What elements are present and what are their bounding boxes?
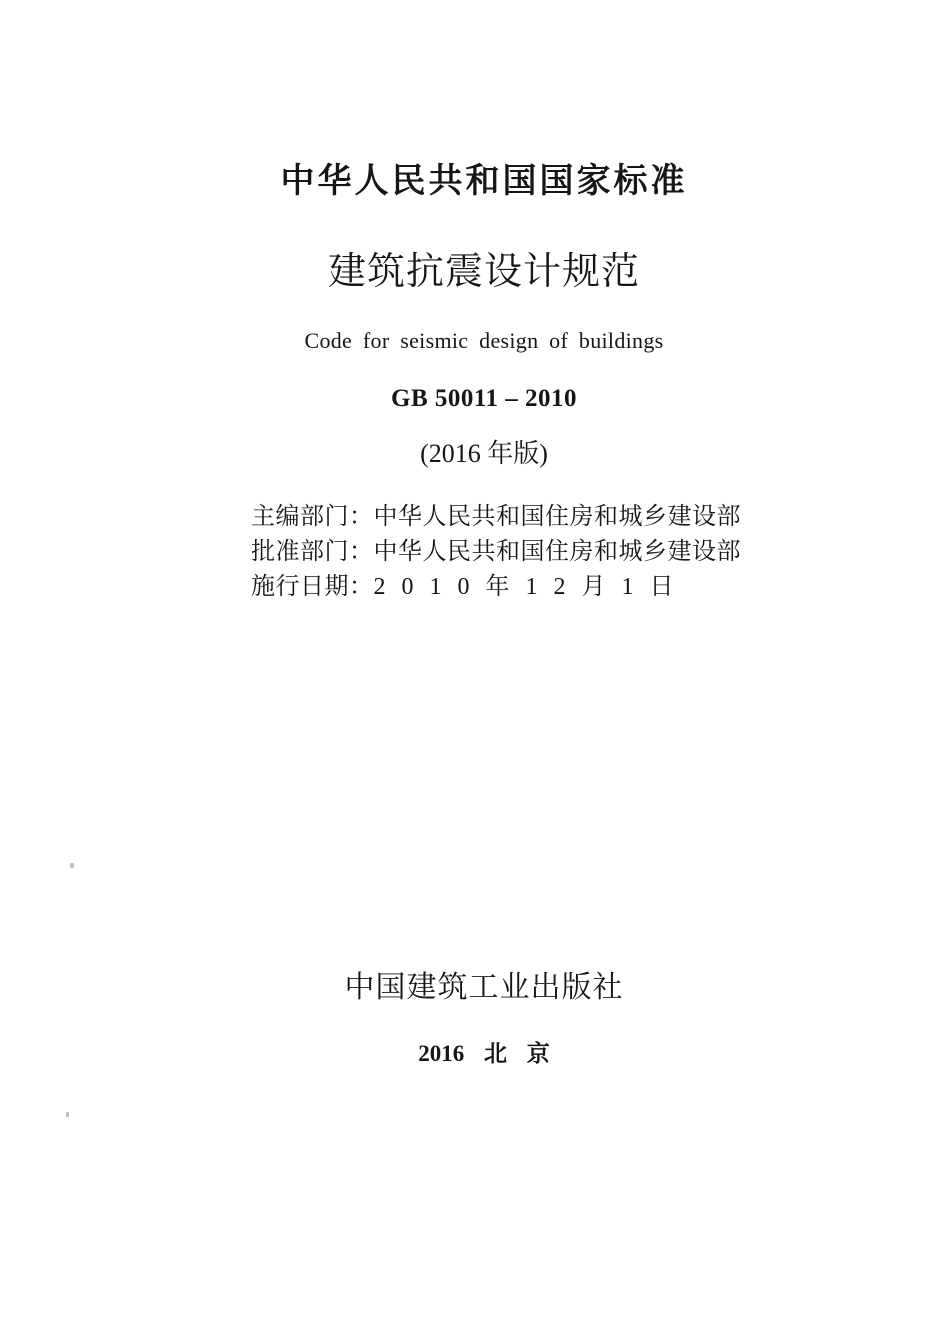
scan-speck [66,1112,69,1117]
chief-editor-line: 主编部门：中华人民共和国住房和城乡建设部 [251,504,741,530]
document-title-chinese: 建筑抗震设计规范 [327,251,640,293]
standard-number: GB 50011 – 2010 [391,385,577,412]
approval-line: 批准部门：中华人民共和国住房和城乡建设部 [251,539,741,565]
publication-details [251,500,741,605]
publication-year-city: 2016 北 京 [418,1041,550,1066]
scan-speck [70,863,74,868]
publisher-name: 中国建筑工业出版社 [344,971,624,1004]
national-standard-header: 中华人民共和国国家标准 [280,162,688,200]
edition-label: (2016 年版) [420,439,548,468]
effective-date-line: 施行日期：2 0 1 0 年 1 2 月 1 日 [251,574,674,600]
document-title-english: Code for seismic design of buildings [304,328,664,353]
